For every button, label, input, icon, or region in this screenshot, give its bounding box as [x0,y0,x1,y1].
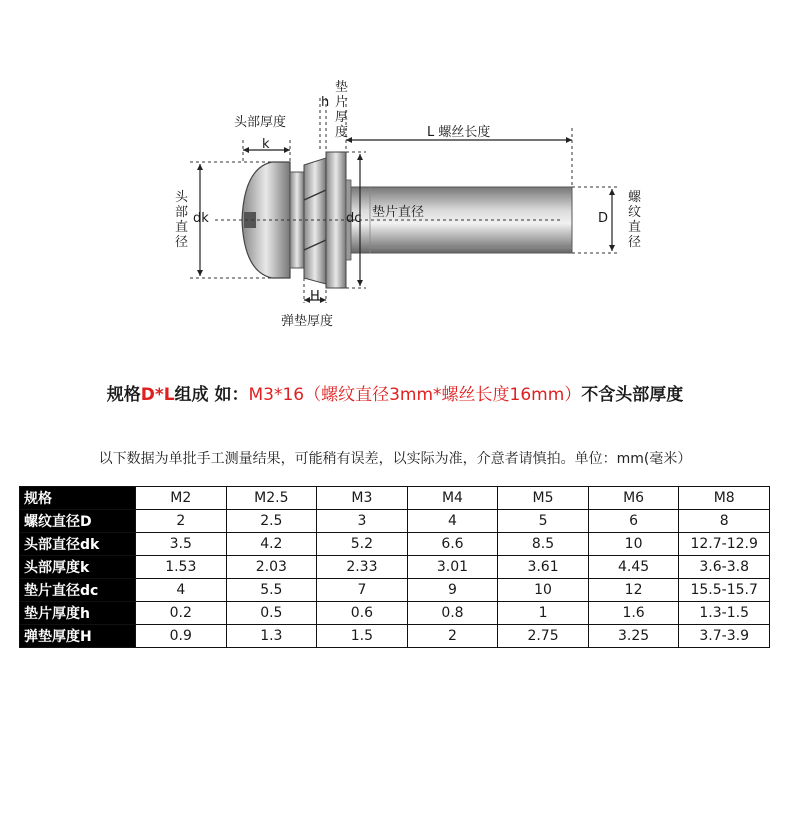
column-header: M2.5 [226,487,317,510]
table-row [20,579,770,602]
table-cell: 1.3-1.5 [679,602,770,625]
table-cell: 1.6 [588,602,679,625]
h-label: h [321,95,330,110]
column-header: M5 [498,487,589,510]
column-header: M8 [679,487,770,510]
table-cell: 0.2 [136,602,227,625]
table-cell: 3.6-3.8 [679,556,770,579]
table-cell: 4 [136,579,227,602]
spec-heading [0,380,790,405]
row-label: 头部厚度k [20,556,136,579]
row-label: 螺纹直径D [20,510,136,533]
table-cell: 4.45 [588,556,679,579]
table-cell: 0.9 [136,625,227,648]
table-cell: 15.5-15.7 [679,579,770,602]
table-cell: 1.3 [226,625,317,648]
table-cell: 12.7-12.9 [679,533,770,556]
dc-label: dc [346,211,362,226]
table-header-row [20,487,770,510]
table-cell: 7 [317,579,408,602]
table-cell: 8.5 [498,533,589,556]
screw-drawing [0,0,790,340]
table-cell: 2.33 [317,556,408,579]
washer-diameter-label: 垫片直径 [372,205,425,220]
table-cell: 5.5 [226,579,317,602]
table-cell: 1 [498,602,589,625]
thread-length-label: L 螺丝长度 [427,125,491,140]
heading-part2: D*L [140,385,175,405]
table-cell: 3.25 [588,625,679,648]
D-label: D [598,211,609,226]
H-label: H [310,289,320,304]
head-diameter-label: 头部直径 [174,190,188,250]
row-label: 弹垫厚度H [20,625,136,648]
heading-part4: 不含头部厚度 [581,385,684,405]
table-cell: 2.03 [226,556,317,579]
spring-washer-thickness-label: 弹垫厚度 [281,314,334,329]
table-cell: 6 [588,510,679,533]
column-header: M2 [136,487,227,510]
row-label: 垫片厚度h [20,602,136,625]
head-thickness-label: 头部厚度 [234,115,287,130]
table-cell: 9 [407,579,498,602]
column-header: M6 [588,487,679,510]
table-cell: 2.5 [226,510,317,533]
table-row [20,625,770,648]
table-cell: 3.01 [407,556,498,579]
table-cell: 2.75 [498,625,589,648]
table-cell: 4.2 [226,533,317,556]
table-cell: 6.6 [407,533,498,556]
header-label: 规格 [20,487,136,510]
table-row [20,556,770,579]
table-cell: 2 [407,625,498,648]
table-cell: 0.6 [317,602,408,625]
table-cell: 3.7-3.9 [679,625,770,648]
washer-thickness-label: 垫片厚度 [334,80,348,140]
k-label: k [262,137,270,152]
column-header: M3 [317,487,408,510]
row-label: 头部直径dk [20,533,136,556]
table-row [20,602,770,625]
table-cell: 5 [498,510,589,533]
table-cell: 12 [588,579,679,602]
heading-example: M3*16（螺纹直径3mm*螺丝长度16mm） [248,385,582,405]
table-cell: 0.8 [407,602,498,625]
table-cell: 8 [679,510,770,533]
table-cell: 10 [588,533,679,556]
heading-part1: 规格 [106,385,141,405]
table-cell: 1.5 [317,625,408,648]
heading-part3: 组成 如： [174,385,249,405]
table-cell: 4 [407,510,498,533]
table-cell: 10 [498,579,589,602]
table-row [20,533,770,556]
table-cell: 5.2 [317,533,408,556]
table-cell: 1.53 [136,556,227,579]
dk-label: dk [193,211,209,226]
table-cell: 0.5 [226,602,317,625]
column-header: M4 [407,487,498,510]
row-label: 垫片直径dc [20,579,136,602]
table-row [20,510,770,533]
table-cell: 3.5 [136,533,227,556]
spec-table [19,486,770,648]
table-cell: 2 [136,510,227,533]
spring-washer [304,158,326,284]
measurement-note: 以下数据为单批手工测量结果，可能稍有误差，以实际为准，介意者请慎拍。单位：mm(毫米） [98,451,692,467]
screw-diagram [0,0,790,340]
table-cell: 3 [317,510,408,533]
table-cell: 3.61 [498,556,589,579]
thread-diameter-label: 螺纹直径 [627,190,641,250]
